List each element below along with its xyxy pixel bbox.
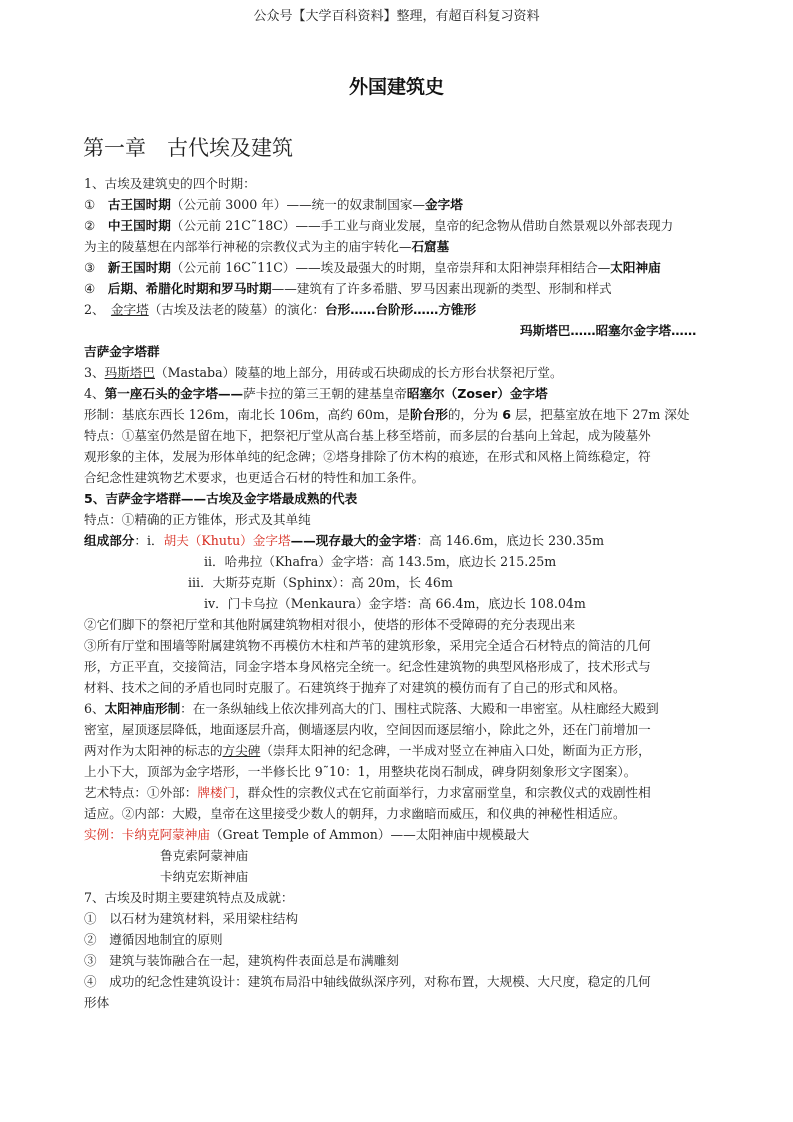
text-line bbox=[84, 383, 724, 404]
text-run: 太阳神庙形制 bbox=[104, 701, 181, 716]
text-line bbox=[84, 530, 724, 551]
text-line bbox=[84, 950, 724, 971]
text-run: 的，分为 bbox=[447, 407, 503, 422]
text-run: 7、古埃及时期主要建筑特点及成就： bbox=[84, 890, 294, 905]
text-line bbox=[84, 824, 724, 845]
text-run: （古埃及法老的陵墓）的演化： bbox=[148, 302, 325, 317]
text-run: 6 bbox=[502, 407, 511, 422]
text-line bbox=[84, 404, 724, 425]
text-line bbox=[84, 719, 724, 740]
text-line bbox=[84, 908, 724, 929]
text-line bbox=[84, 362, 724, 383]
text-run: ② bbox=[84, 218, 108, 233]
text-line bbox=[84, 446, 724, 467]
text-run: 玛斯塔巴 bbox=[104, 365, 155, 380]
text-line bbox=[84, 677, 724, 698]
text-run: （公元前 16C˜11C）——埃及最强大的时期，皇帝崇拜和太阳神崇拜相结合— bbox=[170, 260, 611, 275]
chapter-heading: 第一章 古代埃及建筑 bbox=[83, 136, 293, 160]
text-run: ——现存最大的金字塔 bbox=[290, 533, 417, 548]
text-line bbox=[84, 887, 724, 908]
text-run: 特点：①精确的正方锥体，形式及其单纯 bbox=[84, 512, 311, 527]
text-run: 观形象的主体，发展为形体单纯的纪念碑；②塔身排除了仿木构的痕迹，在形式和风格上简练稳定，符 bbox=[84, 449, 651, 464]
text-run: 4、 bbox=[84, 386, 105, 401]
text-run: ④ bbox=[84, 281, 108, 296]
text-run: ④ 成功的纪念性建筑设计：建筑布局沿中轴线做纵深序列，对称布置，大规模、大尺度，稳定的几何 bbox=[84, 974, 651, 989]
text-run: 卡纳克宏斯神庙 bbox=[160, 869, 249, 884]
text-line bbox=[84, 698, 724, 719]
text-run: ——建筑有了许多希腊、罗马因素出现新的类型、形制和样式 bbox=[271, 281, 612, 296]
text-run: 牌楼门 bbox=[197, 785, 236, 800]
document-title: 外国建筑史 bbox=[348, 76, 444, 98]
text-run: （公元前 3000 年）——统一的奴隶制国家— bbox=[170, 197, 426, 212]
text-run: 第一座石头的金字塔—— bbox=[104, 386, 244, 401]
text-run: 密室，屋顶逐层降低，地面逐层升高，侧墙逐层内收，空间因而逐层缩小，除此之外，还在门前增加一 bbox=[84, 722, 651, 737]
text-line bbox=[84, 761, 724, 782]
text-run: 形体 bbox=[84, 995, 110, 1010]
text-line bbox=[84, 740, 724, 761]
text-line bbox=[84, 509, 724, 530]
text-run: 中王国时期 bbox=[107, 218, 171, 233]
text-run: 金字塔 bbox=[425, 197, 463, 212]
text-run: 吉萨金字塔群 bbox=[84, 344, 160, 359]
text-run: 合纪念性建筑物艺术要求，也更适合石材的特性和加工条件。 bbox=[84, 470, 425, 485]
text-run: （Mastaba）陵墓的地上部分，用砖或石块砌成的长方形台状祭祀厅堂。 bbox=[154, 365, 563, 380]
text-line bbox=[84, 635, 724, 656]
text-run: 3、 bbox=[84, 365, 105, 380]
text-run: 为主的陵墓想在内部举行神秘的宗教仪式为主的庙宇转化— bbox=[84, 239, 412, 254]
text-line bbox=[84, 845, 724, 866]
text-run: 太阳神庙 bbox=[610, 260, 661, 275]
text-run: 后期、希腊化时期和罗马时期 bbox=[107, 281, 272, 296]
text-line bbox=[84, 257, 724, 278]
text-line bbox=[84, 236, 724, 257]
text-line bbox=[84, 467, 724, 488]
text-run: ：在一条纵轴线上依次排列高大的门、围柱式院落、大殿和一串密室。从柱廊经大殿到 bbox=[180, 701, 659, 716]
text-run: 特点：①墓室仍然是留在地下，把祭祀厅堂从高台基上移至塔前，而多层的台基向上耸起，成为陵墓外 bbox=[84, 428, 651, 443]
text-run: 胡夫（Khutu）金字塔 bbox=[163, 533, 291, 548]
text-line bbox=[84, 551, 724, 572]
text-run: 金字塔 bbox=[110, 302, 149, 317]
text-run: 适应。②内部：大殿，皇帝在这里接受少数人的朝拜，力求幽暗而威压，和仪典的神秘性相适应。 bbox=[84, 806, 626, 821]
text-run: 形，方正平直，交接简洁，同金字塔本身风格完全统一。纪念性建筑物的典型风格形成了，技术形式与 bbox=[84, 659, 651, 674]
text-run: 实例： bbox=[84, 827, 122, 842]
text-line bbox=[84, 425, 724, 446]
text-run: 两对作为太阳神的标志的 bbox=[84, 743, 223, 758]
text-line bbox=[84, 572, 724, 593]
text-line bbox=[84, 593, 724, 614]
text-run: 6、 bbox=[84, 701, 105, 716]
text-run: （崇拜太阳神的纪念碑，一半成对竖立在神庙入口处，断面为正方形， bbox=[260, 743, 651, 758]
text-run: 形制：基底东西长 126m，南北长 106m，高约 60m，是 bbox=[84, 407, 411, 422]
text-run: 材料、技术之间的矛盾也同时克服了。石建筑终于抛弃了对建筑的模仿而有了自己的形式和风格。 bbox=[84, 680, 626, 695]
text-run: （Great Temple of Ammon）——太阳神庙中规模最大 bbox=[209, 827, 530, 842]
text-run: 5、吉萨金字塔群——古埃及金字塔最成熟的代表 bbox=[84, 491, 358, 506]
text-line bbox=[84, 866, 724, 887]
text-run: iv．门卡乌拉（Menkaura）金字塔：高 66.4m，底边长 108.04m bbox=[204, 596, 586, 611]
text-run: ① bbox=[84, 197, 108, 212]
text-line bbox=[84, 215, 724, 236]
text-run: 上小下大，顶部为金字塔形，一半修长比 9˜10：1，用整块花岗石制成，碑身阴刻象形文字图案）。 bbox=[84, 764, 637, 779]
text-run: 层，把墓室放在地下 27m 深处 bbox=[510, 407, 690, 422]
text-run: ① 以石材为建筑材料，采用梁柱结构 bbox=[84, 911, 299, 926]
text-run: 萨卡拉的第三王朝的建基皇帝 bbox=[243, 386, 407, 401]
text-run: ③ 建筑与装饰融合在一起，建筑构件表面总是布满雕刻 bbox=[84, 953, 399, 968]
text-line bbox=[84, 299, 724, 320]
text-run: ② 遵循因地制宜的原则 bbox=[84, 932, 223, 947]
text-run: 组成部分 bbox=[84, 533, 135, 548]
text-run: 玛斯塔巴……昭塞尔金字塔…… bbox=[520, 323, 697, 338]
text-run: iii．大斯芬克斯（Sphinx）：高 20m，长 46m bbox=[188, 575, 453, 590]
text-line bbox=[84, 992, 724, 1013]
text-line bbox=[84, 614, 724, 635]
text-run: 方尖碑 bbox=[222, 743, 261, 758]
text-run: 古王国时期 bbox=[107, 197, 171, 212]
text-line bbox=[84, 971, 724, 992]
text-line bbox=[84, 929, 724, 950]
text-run: 鲁克索阿蒙神庙 bbox=[160, 848, 249, 863]
text-run: ③ bbox=[84, 260, 108, 275]
text-run: 台形……台阶形……方锥形 bbox=[325, 302, 477, 317]
text-line bbox=[84, 194, 724, 215]
text-run: ②它们脚下的祭祀厅堂和其他附属建筑物相对很小，使塔的形体不受障碍的充分表现出来 bbox=[84, 617, 576, 632]
text-line bbox=[84, 803, 724, 824]
text-line bbox=[84, 320, 724, 341]
text-line bbox=[84, 656, 724, 677]
text-line bbox=[84, 488, 724, 509]
text-run: 艺术特点：①外部： bbox=[84, 785, 198, 800]
text-run: 卡纳克阿蒙神庙 bbox=[121, 827, 210, 842]
text-run: 昭塞尔（Zoser）金字塔 bbox=[406, 386, 548, 401]
text-line bbox=[84, 782, 724, 803]
text-run: 2、 bbox=[84, 302, 111, 317]
text-run: ，群众性的宗教仪式在它前面举行，力求富丽堂皇，和宗教仪式的戏剧性相 bbox=[235, 785, 651, 800]
text-run: （公元前 21C˜18C）——手工业与商业发展，皇帝的纪念物从借助自然景观以外部表现力 bbox=[170, 218, 674, 233]
body-text bbox=[84, 173, 724, 1013]
text-run: ii．哈弗拉（Khafra）金字塔：高 143.5m，底边长 215.25m bbox=[204, 554, 557, 569]
page-header: 公众号【大学百科资料】整理，有超百科复习资料 bbox=[253, 9, 540, 24]
text-run: ③所有厅堂和围墙等附属建筑物不再模仿木柱和芦苇的建筑形象，采用完全适合石材特点的简洁的几何 bbox=[84, 638, 651, 653]
text-run: 1、古埃及建筑史的四个时期： bbox=[84, 176, 256, 191]
text-run: 阶台形 bbox=[410, 407, 448, 422]
text-run: ：i． bbox=[134, 533, 164, 548]
text-line bbox=[84, 341, 724, 362]
text-run: 新王国时期 bbox=[107, 260, 171, 275]
text-line bbox=[84, 173, 724, 194]
text-line bbox=[84, 278, 724, 299]
text-run: ：高 146.6m，底边长 230.35m bbox=[416, 533, 605, 548]
text-run: 石窟墓 bbox=[411, 239, 450, 254]
